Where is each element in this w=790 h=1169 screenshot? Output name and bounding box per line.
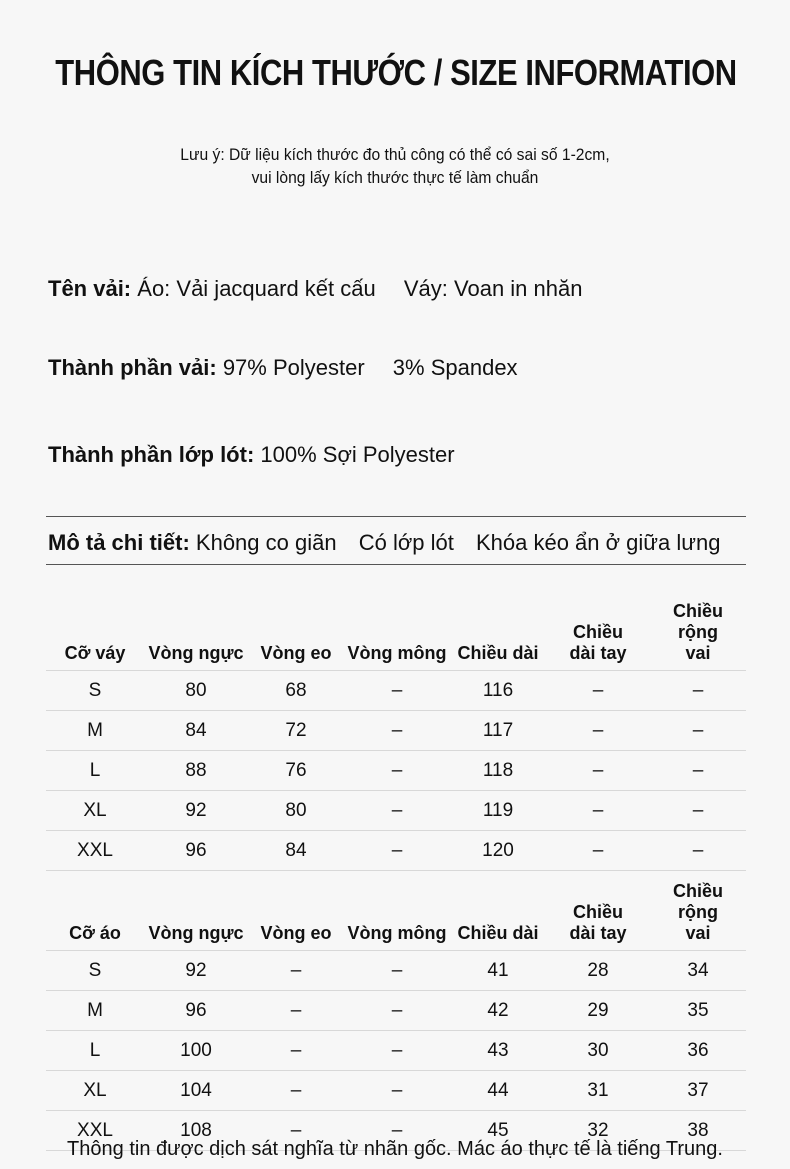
- measurement-cell: 35: [650, 991, 746, 1031]
- header-cell: Chiều dài: [450, 601, 546, 671]
- measurement-cell: 72: [248, 711, 344, 751]
- header-cell: Chiều dài tay: [546, 881, 650, 951]
- measurement-cell: 92: [144, 791, 248, 831]
- size-cell: S: [46, 671, 144, 711]
- measurement-cell: 116: [450, 671, 546, 711]
- fabric-top-value: Áo: Vải jacquard kết cấu: [137, 276, 376, 301]
- measurement-cell: –: [344, 831, 450, 871]
- measurement-cell: 37: [650, 1071, 746, 1111]
- measurement-cell: 43: [450, 1031, 546, 1071]
- measurement-cell: –: [546, 671, 650, 711]
- measurement-cell: 31: [546, 1071, 650, 1111]
- measurement-cell: 38: [650, 1111, 746, 1151]
- measurement-cell: –: [248, 991, 344, 1031]
- header-cell: Cỡ váy: [46, 601, 144, 671]
- table-row: [46, 1031, 746, 1071]
- measurement-cell: –: [344, 951, 450, 991]
- fabric-name-label: Tên vải:: [48, 276, 132, 301]
- measurement-cell: 80: [144, 671, 248, 711]
- lining-label: Thành phần lớp lót:: [48, 442, 255, 467]
- table-row: [46, 671, 746, 711]
- measurement-cell: –: [344, 791, 450, 831]
- measurement-cell: 120: [450, 831, 546, 871]
- header-cell: Chiều rộng vai: [650, 881, 746, 951]
- measurement-note-line-2: vui lòng lấy kích thước thực tế làm chuẩn: [251, 168, 539, 187]
- measurement-cell: 34: [650, 951, 746, 991]
- header-cell: Vòng ngực: [144, 881, 248, 951]
- header-cell: Cỡ áo: [46, 881, 144, 951]
- header-cell: Chiều rộng vai: [650, 601, 746, 671]
- table-row: [46, 951, 746, 991]
- measurement-cell: –: [248, 1111, 344, 1151]
- measurement-cell: 44: [450, 1071, 546, 1111]
- measurement-cell: –: [248, 1031, 344, 1071]
- fabric-name-row: [48, 276, 582, 302]
- fabric-composition-row: [48, 355, 518, 381]
- measurement-cell: –: [344, 711, 450, 751]
- measurement-cell: 36: [650, 1031, 746, 1071]
- measurement-cell: 68: [248, 671, 344, 711]
- translation-footnote: Thông tin được dịch sát nghĩa từ nhãn gốc. Mác áo thực tế là tiếng Trung.: [67, 1138, 723, 1160]
- measurement-cell: –: [344, 1071, 450, 1111]
- measurement-cell: 45: [450, 1111, 546, 1151]
- measurement-cell: –: [650, 671, 746, 711]
- composition-spandex: 3% Spandex: [392, 355, 518, 380]
- measurement-cell: –: [344, 991, 450, 1031]
- measurement-cell: –: [650, 711, 746, 751]
- measurement-cell: 84: [248, 831, 344, 871]
- page-title: THÔNG TIN KÍCH THƯỚC / SIZE INFORMATION: [55, 52, 737, 93]
- table-row: [46, 831, 746, 871]
- composition-polyester: 97% Polyester: [222, 355, 365, 380]
- details-zipper: Khóa kéo ẩn ở giữa lưng: [475, 530, 721, 555]
- measurement-cell: –: [248, 1071, 344, 1111]
- size-cell: L: [46, 1031, 144, 1071]
- measurement-cell: 29: [546, 991, 650, 1031]
- measurement-cell: 80: [248, 791, 344, 831]
- header-cell: Vòng mông: [344, 601, 450, 671]
- measurement-cell: –: [344, 1031, 450, 1071]
- measurement-cell: 28: [546, 951, 650, 991]
- measurement-cell: –: [650, 791, 746, 831]
- details-top-divider: [46, 516, 746, 517]
- header-cell: Vòng mông: [344, 881, 450, 951]
- measurement-cell: 119: [450, 791, 546, 831]
- details-stretch: Không co giãn: [195, 530, 337, 555]
- measurement-cell: –: [650, 751, 746, 791]
- measurement-cell: –: [546, 831, 650, 871]
- header-cell: Chiều dài: [450, 881, 546, 951]
- header-cell: Vòng ngực: [144, 601, 248, 671]
- table-row: [46, 791, 746, 831]
- measurement-cell: –: [248, 951, 344, 991]
- size-cell: M: [46, 711, 144, 751]
- details-bottom-divider: [46, 564, 746, 565]
- table-row: [46, 751, 746, 791]
- measurement-cell: 42: [450, 991, 546, 1031]
- measurement-cell: –: [344, 1111, 450, 1151]
- skirt-table-header-row: [46, 601, 746, 671]
- size-cell: XL: [46, 1071, 144, 1111]
- top-size-table: [46, 881, 746, 1151]
- measurement-note-line-1: Lưu ý: Dữ liệu kích thước đo thủ công có thể có sai số 1-2cm,: [180, 145, 610, 164]
- skirt-table-body: [46, 671, 746, 871]
- measurement-cell: 84: [144, 711, 248, 751]
- table-row: [46, 711, 746, 751]
- size-cell: XL: [46, 791, 144, 831]
- size-cell: S: [46, 951, 144, 991]
- measurement-cell: 96: [144, 991, 248, 1031]
- details-row: [48, 530, 720, 556]
- header-cell: Chiều dài tay: [546, 601, 650, 671]
- measurement-cell: 88: [144, 751, 248, 791]
- measurement-cell: 32: [546, 1111, 650, 1151]
- measurement-cell: –: [344, 751, 450, 791]
- size-cell: L: [46, 751, 144, 791]
- measurement-cell: 76: [248, 751, 344, 791]
- details-lined: Có lớp lót: [358, 530, 454, 555]
- measurement-cell: 92: [144, 951, 248, 991]
- measurement-cell: 41: [450, 951, 546, 991]
- composition-label: Thành phần vải:: [48, 355, 217, 380]
- fabric-skirt-value: Váy: Voan in nhăn: [403, 276, 583, 301]
- measurement-cell: –: [546, 791, 650, 831]
- measurement-cell: –: [546, 711, 650, 751]
- header-cell: Vòng eo: [248, 601, 344, 671]
- table-row: [46, 991, 746, 1031]
- skirt-size-table: [46, 601, 746, 871]
- size-cell: XXL: [46, 831, 144, 871]
- measurement-cell: 96: [144, 831, 248, 871]
- measurement-cell: –: [546, 751, 650, 791]
- measurement-cell: 104: [144, 1071, 248, 1111]
- measurement-cell: 108: [144, 1111, 248, 1151]
- details-label: Mô tả chi tiết:: [48, 530, 190, 555]
- measurement-cell: –: [650, 831, 746, 871]
- measurement-cell: –: [344, 671, 450, 711]
- measurement-cell: 100: [144, 1031, 248, 1071]
- top-table-body: [46, 951, 746, 1151]
- size-cell: XXL: [46, 1111, 144, 1151]
- table-row: [46, 1071, 746, 1111]
- measurement-cell: 118: [450, 751, 546, 791]
- measurement-cell: 117: [450, 711, 546, 751]
- measurement-cell: 30: [546, 1031, 650, 1071]
- header-cell: Vòng eo: [248, 881, 344, 951]
- top-table-header-row: [46, 881, 746, 951]
- size-cell: M: [46, 991, 144, 1031]
- lining-composition-row: [48, 442, 455, 468]
- lining-value: 100% Sợi Polyester: [260, 442, 455, 467]
